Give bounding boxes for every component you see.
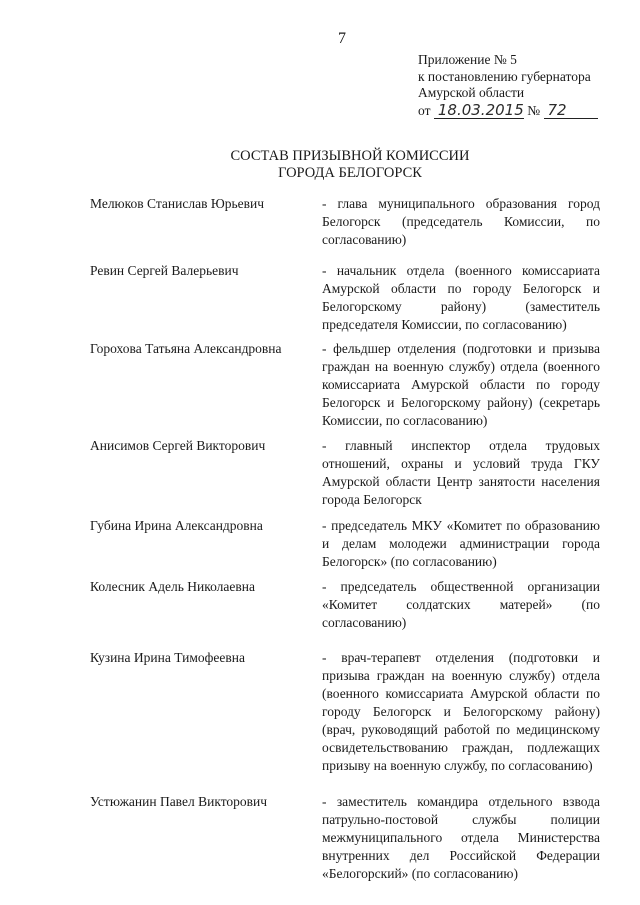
member-name: Губина Ирина Александровна	[90, 518, 263, 533]
appendix-line-3: Амурской области	[418, 85, 525, 100]
title-line-2: ГОРОДА БЕЛОГОРСК	[278, 165, 422, 181]
member-role: - председатель общественной организации «Комитет солдатских матерей» (по согласованию)	[322, 579, 600, 630]
member-role: - глава муниципального образования город Белогорск (председатель Комиссии, по согласованию)	[322, 196, 600, 247]
member-name: Анисимов Сергей Викторович	[90, 438, 266, 453]
member-name: Устюжанин Павел Викторович	[90, 794, 268, 809]
appendix-line-1: Приложение № 5	[418, 52, 517, 67]
member-name: Кузина Ирина Тимофеевна	[90, 650, 245, 665]
title-line-1: СОСТАВ ПРИЗЫВНОЙ КОМИССИИ	[230, 148, 470, 164]
handwritten-number: 72	[544, 102, 598, 120]
member-name: Ревин Сергей Валерьевич	[90, 263, 239, 278]
date-prefix: от	[418, 102, 431, 118]
document-title	[0, 148, 640, 182]
member-name: Горохова Татьяна Александровна	[90, 341, 282, 356]
member-role: - главный инспектор отдела трудовых отношений, охраны и условий труда ГКУ Амурской области Центр занятости населения города Белогорск	[322, 438, 600, 507]
appendix-line-2: к постановлению губернатора	[418, 68, 591, 84]
appendix-block	[418, 52, 598, 119]
member-role: - врач-терапевт отделения (подготовки и призыва граждан на военную службу) отдела (военного комиссариата Амурской области по городу Белогорск и Белогорскому району) (врач, руководящий работой по медицинскому освидетельствованию граждан, подлежащих призыву на военную службу, по согласованию)	[322, 650, 600, 773]
member-name: Мелюков Станислав Юрьевич	[90, 196, 264, 211]
page-number: 7	[338, 30, 346, 47]
member-role: - заместитель командира отдельного взвода патрульно-постовой службы полиции межмуниципального отдела Министерства внутренних дел Российской Федерации «Белогорский» (по согласованию)	[322, 794, 600, 881]
appendix-date-line	[418, 102, 598, 120]
number-prefix: №	[527, 102, 541, 118]
member-name: Колесник Адель Николаевна	[90, 579, 255, 594]
member-role: - фельдшер отделения (подготовки и призыва граждан на военную службу) отдела (военного комиссариата Амурской области по городу Белогорск и Белогорскому району) (секретарь Комиссии, по согласованию)	[322, 341, 600, 428]
handwritten-date: 18.03.2015	[434, 102, 524, 120]
member-role: - начальник отдела (военного комиссариата Амурской области по городу Белогорск и Белогорскому району) (заместитель председателя Комиссии, по согласованию)	[322, 263, 600, 332]
member-role: - председатель МКУ «Комитет по образованию и делам молодежи администрации города Белогорск» (по согласованию)	[322, 518, 600, 569]
